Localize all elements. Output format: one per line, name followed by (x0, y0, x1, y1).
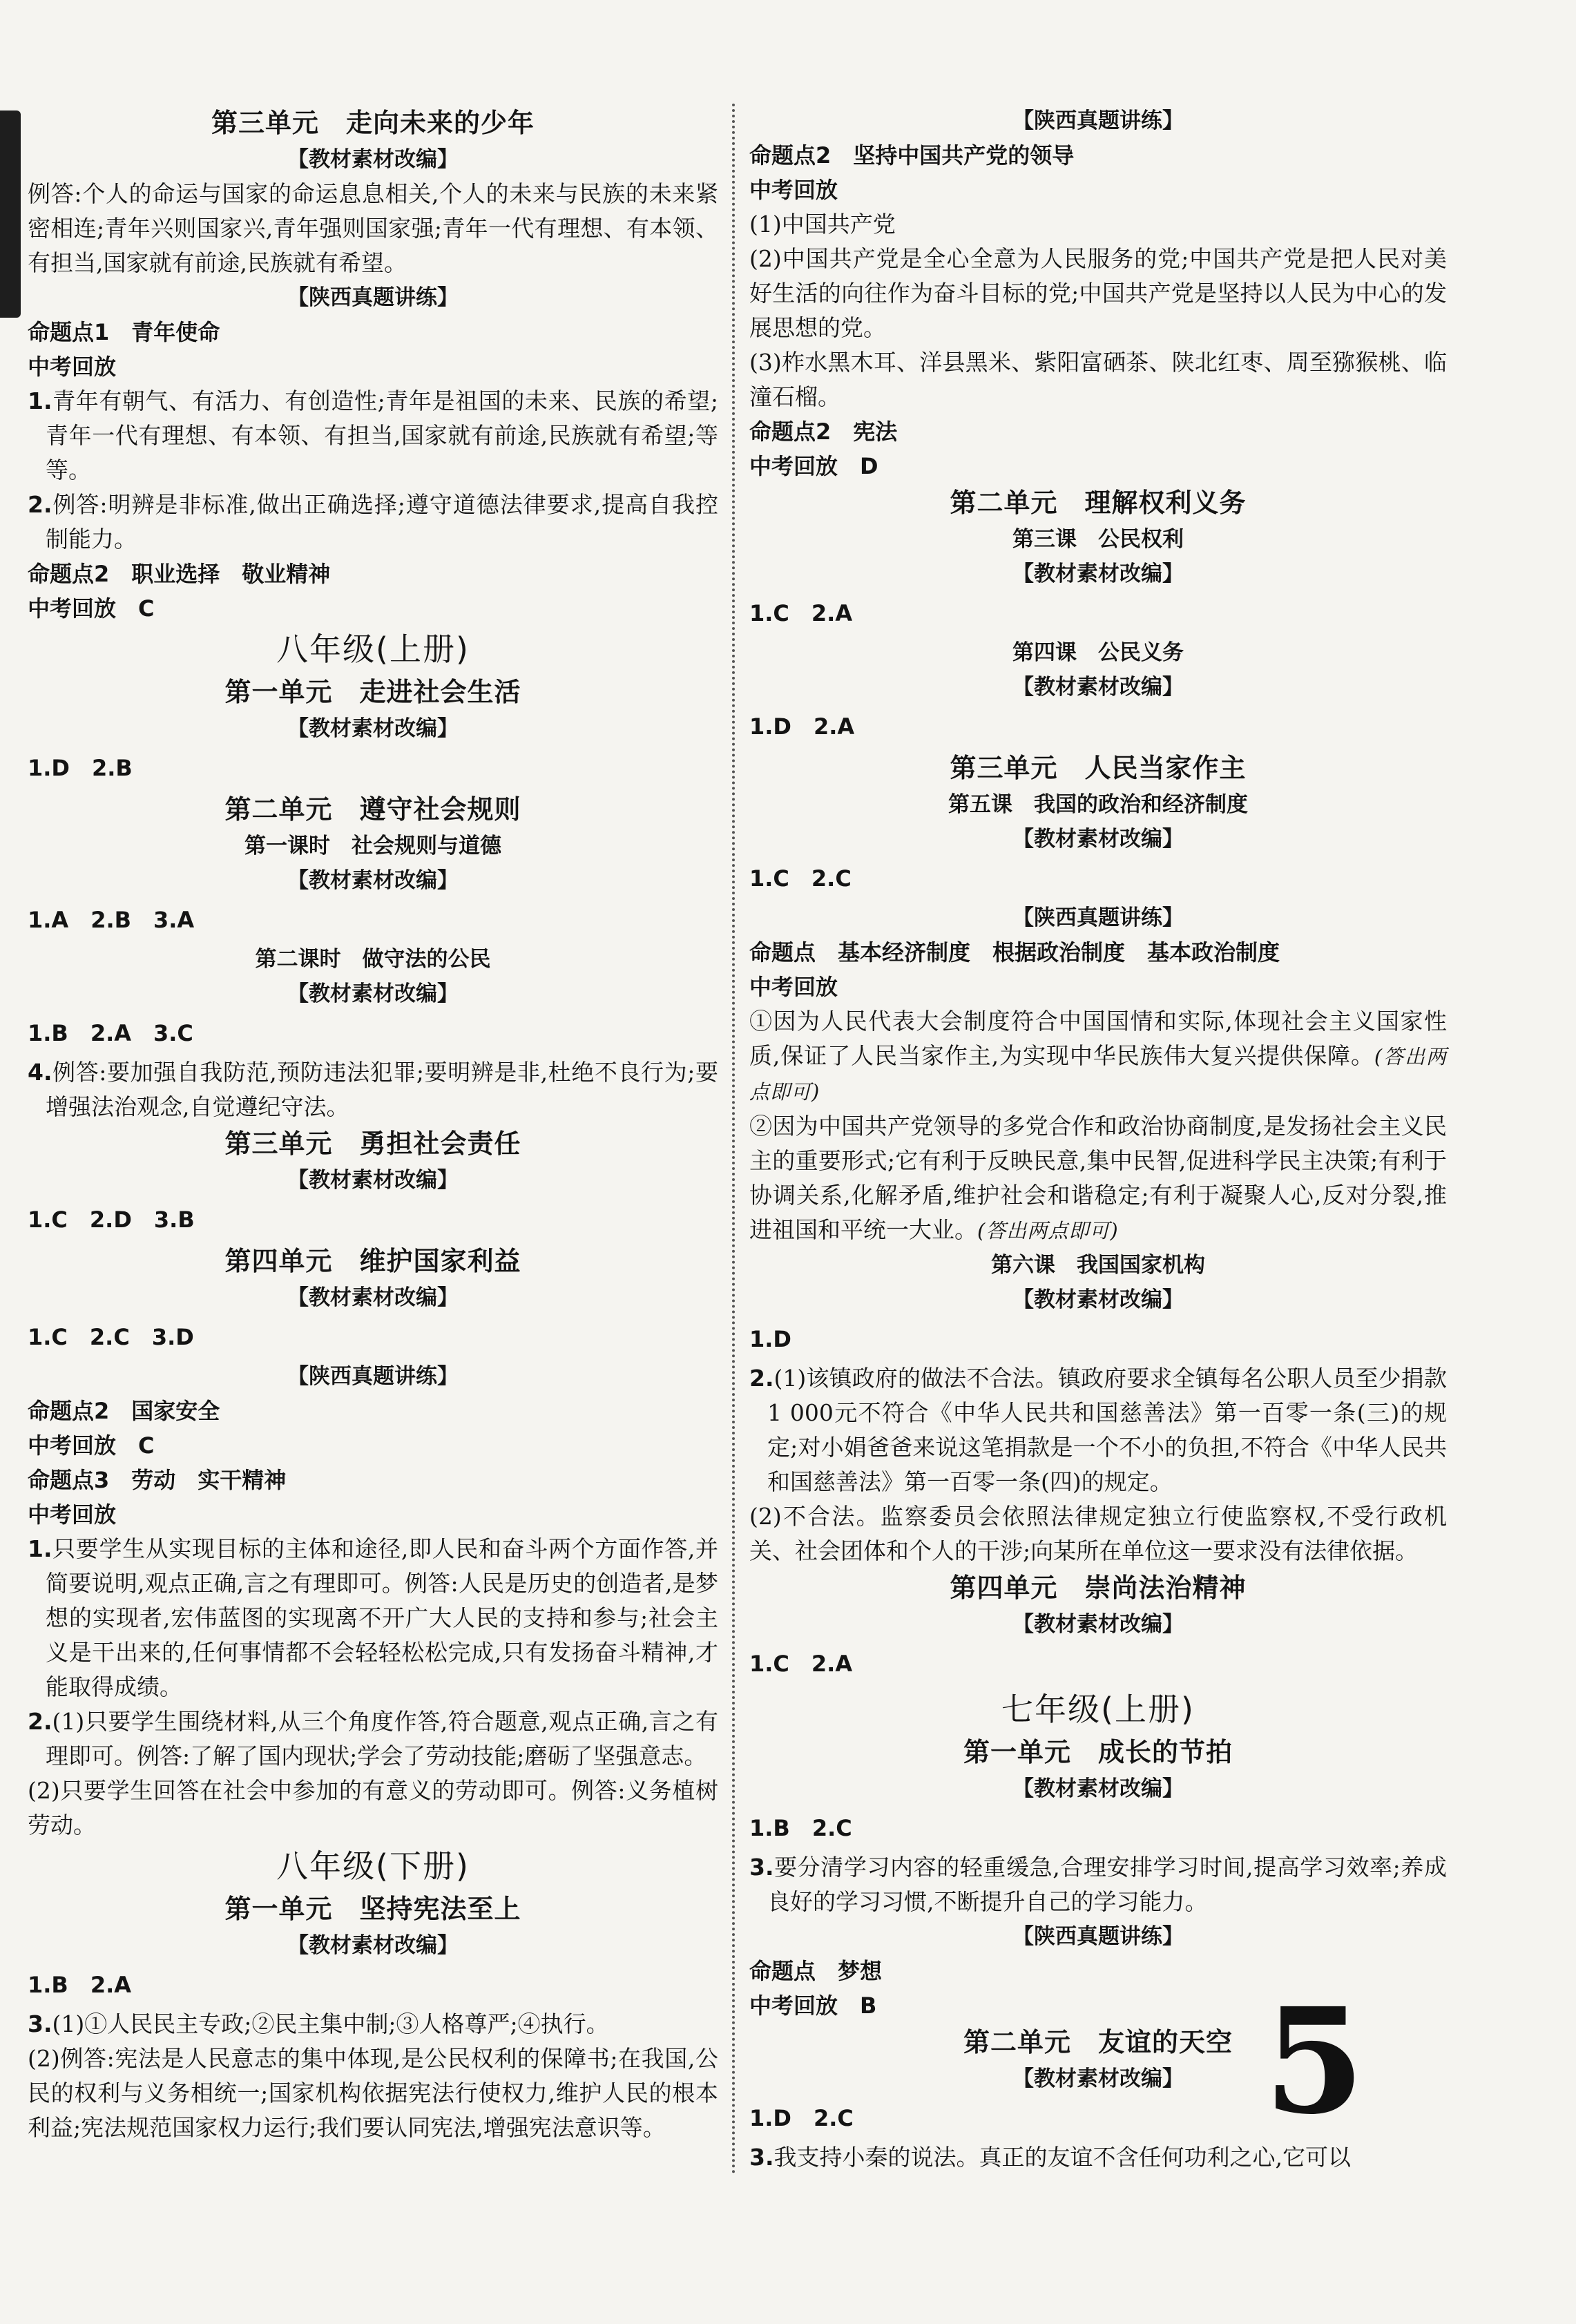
unit-heading: 第一单元 走进社会生活 (224, 677, 521, 707)
choice-answers: 1.C 2.C (749, 865, 852, 892)
topic-point: 命题点2 国家安全 (28, 1398, 220, 1424)
item-number: 3. (28, 2010, 52, 2037)
choice-answers: 1.C 2.C 3.D (28, 1324, 194, 1350)
topic-point: 命题点2 坚持中国共产党的领导 (749, 142, 1075, 169)
column-divider (732, 104, 735, 2176)
answer-item (28, 1532, 718, 1704)
grading-note: (答出两点即可) (749, 1045, 1447, 1104)
unit-heading: 第三单元 走向未来的少年 (211, 108, 535, 138)
section-label: 【教材素材改编】 (1012, 827, 1184, 852)
answer-paragraph (749, 1004, 1447, 1109)
paragraph-text: ①因为人民代表大会制度符合中国国情和实际,体现社会主义国家性质,保证了人民当家作主,为实现中华民族伟大复兴提供保障。 (749, 1008, 1447, 1069)
section-label: 【陕西真题讲练】 (287, 285, 459, 310)
item-number: 2. (749, 1365, 774, 1392)
choice-answers: 1.D (749, 1326, 791, 1352)
section-label: 【教材素材改编】 (287, 868, 459, 893)
item-number: 4. (28, 1059, 52, 1086)
page-number: 5 (1264, 1976, 1365, 2147)
topic-point: 中考回放 (28, 1501, 117, 1528)
side-tab-marker (0, 111, 21, 318)
paragraph-text: ②因为中国共产党领导的多党合作和政治协商制度,是发扬社会主义民主的重要形式;它有利于反映民意,集中民智,促进科学民主决策;有利于协调关系,化解矛盾,维护社会和谐稳定;有利于凝聚人心,反对分裂,推进祖国和平统一大业。 (749, 1113, 1447, 1243)
paragraph-text: (2)只要学生回答在社会中参加的有意义的劳动即可。例答:义务植树劳动。 (28, 1777, 718, 1838)
paragraph-text: (1)中国共产党 (749, 211, 896, 238)
answer-item (749, 1850, 1447, 1919)
topic-point: 命题点 梦想 (749, 1958, 883, 1984)
item-text: 青年有朝气、有活力、有创造性;青年是祖国的未来、民族的希望;青年一代有理想、有本领、有担当,国家就有前途,民族就有希望;等等。 (46, 387, 718, 483)
section-label: 【教材素材改编】 (1012, 2066, 1184, 2091)
choice-answers: 1.D 2.B (28, 755, 133, 781)
lesson-heading: 第五课 我国的政治和经济制度 (948, 792, 1248, 817)
topic-point: 中考回放 C (28, 595, 155, 622)
choice-answers: 1.A 2.B 3.A (28, 907, 195, 933)
answer-item (28, 2007, 718, 2042)
answer-paragraph (749, 1109, 1447, 1248)
topic-point: 命题点1 青年使命 (28, 319, 220, 345)
topic-point: 中考回放 (28, 354, 117, 380)
choice-answers: 1.B 2.A (28, 1972, 132, 1998)
topic-point: 中考回放 (749, 177, 838, 203)
answer-item (28, 488, 718, 557)
choice-answers: 1.D 2.A (749, 713, 855, 740)
item-number: 2. (28, 491, 52, 518)
item-text: (1)该镇政府的做法不合法。镇政府要求全镇每名公职人员至少捐款1 000元不符合《中华人民共和国慈善法》第一百零一条(三)的规定;对小娟爸爸来说这笔捐款是一个不小的负担,不符合《中华人民共和国慈善法》第一百零一条(四)的规定。 (767, 1365, 1447, 1495)
item-text: 只要学生从实现目标的主体和途径,即人民和奋斗两个方面作答,并简要说明,观点正确,言之有理即可。例答:人民是历史的创造者,是梦想的实现者,宏伟蓝图的实现离不开广大人民的支持和参与;社会主义是干出来的,任何事情都不会轻轻松松完成,只有发扬奋斗精神,才能取得成绩。 (46, 1535, 718, 1700)
answer-paragraph (28, 1774, 718, 1843)
topic-point: 中考回放 C (28, 1432, 155, 1459)
section-label: 【教材素材改编】 (287, 981, 459, 1006)
paragraph-text: (2)中国共产党是全心全意为人民服务的党;中国共产党是把人民对美好生活的向往作为奋斗目标的党;中国共产党是坚持以人民为中心的发展思想的党。 (749, 245, 1447, 341)
answer-paragraph (749, 242, 1447, 345)
item-text: 例答:要加强自我防范,预防违法犯罪;要明辨是非,杜绝不良行为;要增强法治观念,自觉遵纪守法。 (46, 1059, 718, 1120)
answer-paragraph (749, 1499, 1447, 1568)
section-label: 【陕西真题讲练】 (287, 1364, 459, 1389)
paragraph-text: (2)不合法。监察委员会依照法律规定独立行使监察权,不受行政机关、社会团体和个人的干涉;向某所在单位这一要求没有法律依据。 (749, 1503, 1447, 1564)
section-label: 【陕西真题讲练】 (1012, 1924, 1184, 1949)
answer-item (28, 384, 718, 488)
section-label: 【陕西真题讲练】 (1012, 108, 1184, 133)
topic-point: 命题点3 劳动 实干精神 (28, 1467, 287, 1493)
section-label: 【教材素材改编】 (287, 1168, 459, 1193)
section-label: 【教材素材改编】 (1012, 675, 1184, 700)
grade-heading: 八年级(下册) (276, 1847, 470, 1885)
item-text: (1)只要学生围绕材料,从三个角度作答,符合题意,观点正确,言之有理即可。例答:了解了国内现状;学会了劳动技能;磨砺了坚强意志。 (46, 1708, 718, 1769)
item-number: 2. (28, 1708, 52, 1735)
item-number: 3. (749, 1854, 774, 1881)
choice-answers: 1.C 2.D 3.B (28, 1207, 195, 1233)
lesson-heading: 第一课时 社会规则与道德 (244, 834, 501, 858)
answer-item (28, 1704, 718, 1774)
item-number: 1. (28, 387, 52, 414)
unit-heading: 第一单元 成长的节拍 (963, 1737, 1233, 1767)
unit-heading: 第三单元 人民当家作主 (950, 753, 1247, 783)
unit-heading: 第二单元 友谊的天空 (963, 2027, 1233, 2057)
lesson-heading: 第六课 我国国家机构 (991, 1253, 1205, 1278)
item-text: (1)①人民民主专政;②民主集中制;③人格尊严;④执行。 (52, 2010, 609, 2037)
lesson-heading: 第三课 公民权利 (1012, 527, 1184, 552)
answer-item (749, 1361, 1447, 1499)
unit-heading: 第一单元 坚持宪法至上 (224, 1894, 521, 1924)
section-label: 【教材素材改编】 (287, 1933, 459, 1958)
topic-point: 命题点 基本经济制度 根据政治制度 基本政治制度 (749, 939, 1280, 966)
choice-answers: 1.C 2.A (749, 600, 853, 626)
section-label: 【陕西真题讲练】 (1012, 905, 1184, 930)
choice-answers: 1.C 2.A (749, 1651, 853, 1677)
paragraph-text: (2)例答:宪法是人民意志的集中体现,是公民权利的保障书;在我国,公民的权利与义务相统一;国家机构依据宪法行使权力,维护人民的根本利益;宪法规范国家权力运行;我们要认同宪法,增强宪法意识等。 (28, 2045, 718, 2141)
grade-heading: 八年级(上册) (276, 631, 470, 668)
paragraph-text: 例答:个人的命运与国家的命运息息相关,个人的未来与民族的未来紧密相连;青年兴则国家兴,青年强则国家强;青年一代有理想、有本领、有担当,国家就有前途,民族就有希望。 (28, 180, 718, 276)
lesson-heading: 第四课 公民义务 (1012, 640, 1184, 665)
answer-item (28, 1055, 718, 1124)
grade-heading: 七年级(上册) (1001, 1691, 1195, 1728)
topic-point: 中考回放 (749, 974, 838, 1000)
choice-answers: 1.B 2.C (749, 1815, 852, 1841)
section-label: 【教材素材改编】 (287, 716, 459, 741)
item-text: 例答:明辨是非标准,做出正确选择;遵守道德法律要求,提高自我控制能力。 (46, 491, 718, 553)
item-text: 要分清学习内容的轻重缓急,合理安排学习时间,提高学习效率;养成良好的学习习惯,不断提升自己的学习能力。 (767, 1854, 1447, 1915)
unit-heading: 第二单元 理解权利义务 (950, 488, 1247, 518)
section-label: 【教材素材改编】 (1012, 1612, 1184, 1637)
answer-paragraph (749, 207, 1447, 242)
paragraph-text: (3)柞水黑木耳、洋县黑米、紫阳富硒茶、陕北红枣、周至猕猴桃、临潼石榴。 (749, 349, 1447, 410)
section-label: 【教材素材改编】 (1012, 561, 1184, 586)
section-label: 【教材素材改编】 (287, 147, 459, 172)
left-column (28, 104, 718, 2145)
answer-paragraph (28, 177, 718, 280)
item-text: 我支持小秦的说法。真正的友谊不含任何功利之心,它可以 (773, 2144, 1351, 2171)
unit-heading: 第二单元 遵守社会规则 (224, 794, 521, 825)
section-label: 【教材素材改编】 (1012, 1287, 1184, 1312)
section-label: 【教材素材改编】 (287, 1285, 459, 1310)
unit-heading: 第三单元 勇担社会责任 (224, 1129, 521, 1159)
item-number: 1. (28, 1535, 52, 1562)
grading-note: (答出两点即可) (977, 1219, 1119, 1242)
section-label: 【教材素材改编】 (1012, 1776, 1184, 1801)
right-column (749, 104, 1447, 2175)
choice-answers: 1.B 2.A 3.C (28, 1020, 193, 1046)
topic-point: 中考回放 B (749, 1992, 877, 2019)
answer-paragraph (749, 345, 1447, 414)
unit-heading: 第四单元 维护国家利益 (224, 1246, 521, 1276)
topic-point: 中考回放 D (749, 453, 878, 479)
choice-answers: 1.D 2.C (749, 2105, 854, 2131)
item-number: 3. (749, 2144, 774, 2171)
topic-point: 命题点2 宪法 (749, 419, 898, 445)
topic-point: 命题点2 职业选择 敬业精神 (28, 561, 331, 587)
answer-paragraph (28, 2042, 718, 2145)
lesson-heading: 第二课时 做守法的公民 (255, 947, 491, 972)
unit-heading: 第四单元 崇尚法治精神 (950, 1573, 1247, 1603)
